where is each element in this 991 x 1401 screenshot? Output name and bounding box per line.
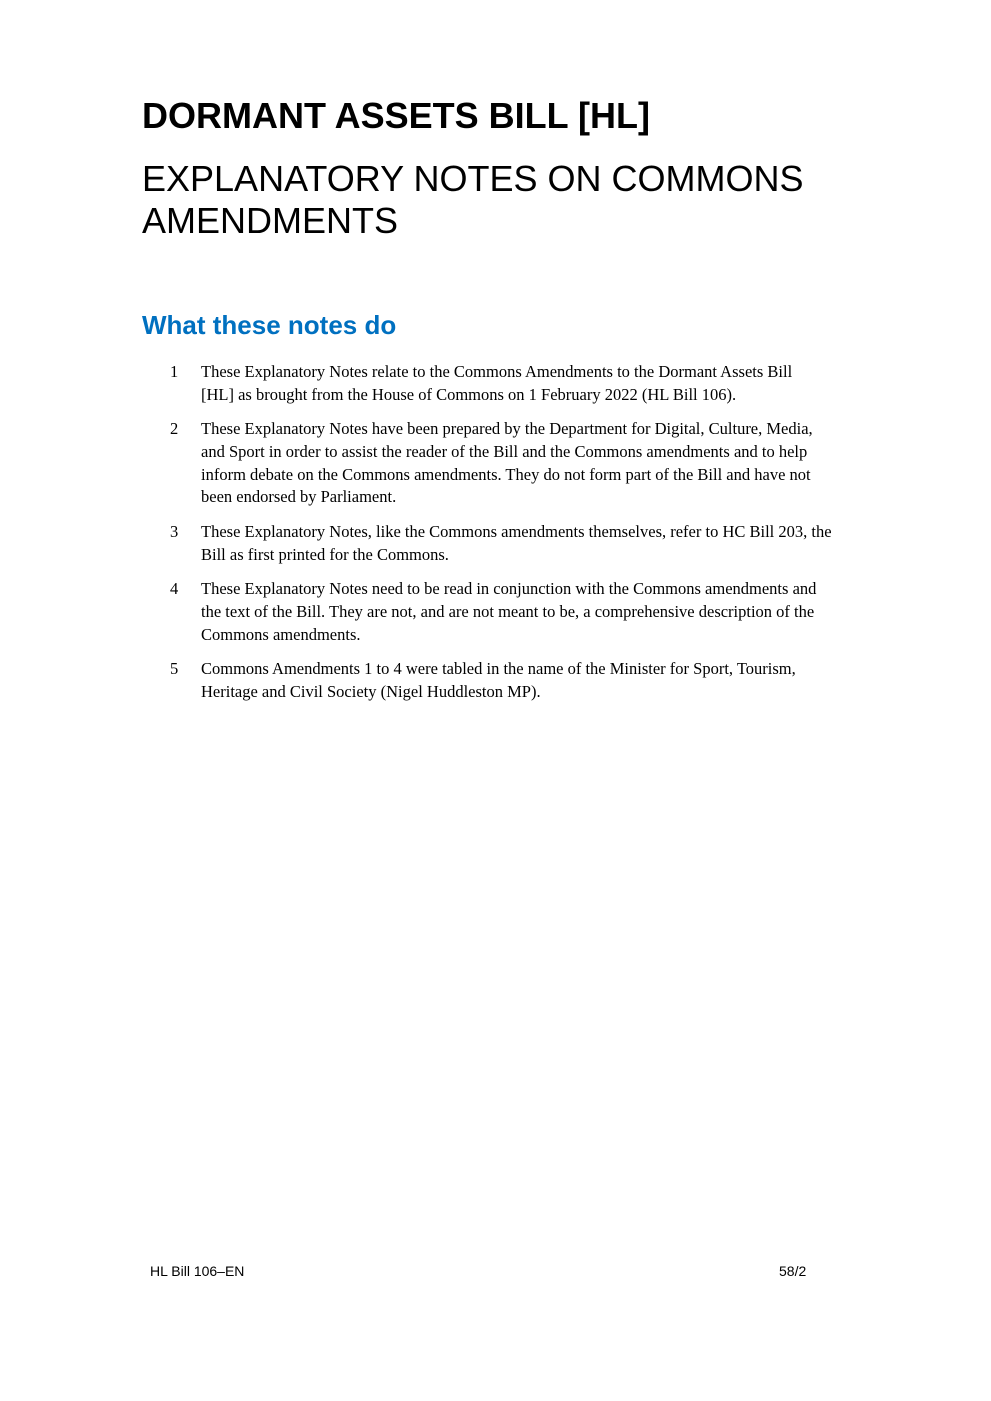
- paragraph-line: These Explanatory Notes relate to the Commons Amendments to the Dormant Assets Bill: [201, 362, 793, 381]
- document-title: DORMANT ASSETS BILL [HL]: [142, 95, 650, 136]
- paragraph-line: Commons amendments.: [201, 624, 361, 644]
- paragraph-number: 5: [170, 659, 179, 678]
- paragraph-line: Commons Amendments 1 to 4 were tabled in the name of the Minister for Sport, Tourism,: [201, 659, 796, 678]
- paragraph-line: and Sport in order to assist the reader of the Bill and the Commons amendments and to help: [201, 441, 808, 461]
- section-heading: What these notes do: [142, 310, 397, 340]
- footer-bill-reference: HL Bill 106–EN: [150, 1263, 245, 1279]
- paragraph-text: [201, 361, 792, 407]
- footer-page-number: 58/2: [779, 1263, 807, 1279]
- subtitle-line: EXPLANATORY NOTES ON COMMONS: [142, 158, 804, 199]
- subtitle-line: AMENDMENTS: [142, 200, 399, 241]
- paragraph-text: [201, 578, 816, 646]
- paragraph-line: inform debate on the Commons amendments. They do not form part of the Bill and have not: [201, 464, 811, 484]
- paragraph-line: These Explanatory Notes need to be read in conjunction with the Commons amendments and: [201, 579, 817, 598]
- paragraph-line: the text of the Bill. They are not, and are not meant to be, a comprehensive description of the: [201, 601, 815, 621]
- paragraph-line: [HL] as brought from the House of Commons on 1 February 2022 (HL Bill 106).: [201, 384, 737, 404]
- paragraph-number: 4: [170, 579, 179, 598]
- paragraph-line: These Explanatory Notes have been prepared by the Department for Digital, Culture, Media,: [201, 419, 813, 438]
- paragraph-number: 1: [170, 362, 179, 381]
- paragraph-number: 3: [170, 522, 179, 541]
- document-subtitle: [142, 158, 803, 242]
- paragraph-text: [201, 418, 813, 509]
- paragraph-number: 2: [170, 419, 179, 438]
- paragraph-line: Heritage and Civil Society (Nigel Huddleston MP).: [201, 681, 541, 701]
- paragraph-text: [201, 521, 832, 567]
- paragraph-line: been endorsed by Parliament.: [201, 487, 397, 507]
- paragraph-line: These Explanatory Notes, like the Commons amendments themselves, refer to HC Bill 203, the: [201, 522, 832, 541]
- paragraph-line: Bill as first printed for the Commons.: [201, 544, 449, 564]
- paragraph-text: [201, 658, 796, 704]
